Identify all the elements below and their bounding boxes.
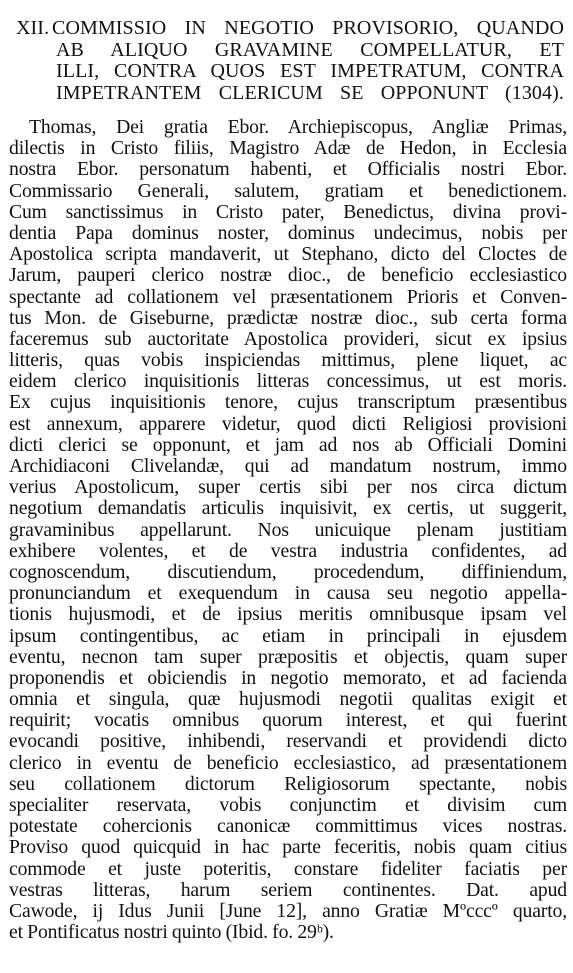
- body-line: negotium demandatis articulis inquisivit, ex certis, ut suggerit,: [9, 497, 567, 520]
- body-line: dentia Papa dominus noster, dominus undecimus, nobis per: [9, 221, 567, 244]
- body-line: Apostolica scripta mandaverit, ut Stephano, dicto del Cloctes de: [9, 243, 567, 266]
- body-line: faceremus sub auctoritate Apostolica provideri, sicut ex ipsius: [9, 327, 567, 350]
- heading-line-2: AB ALIQUO GRAVAMINE COMPELLATUR, ET: [56, 38, 564, 61]
- body-line: commode et juste poteritis, constare fideliter faciatis per: [9, 857, 567, 880]
- body-line: gravaminibus appellarunt. Nos unicuique plenam justitiam: [9, 518, 567, 541]
- body-line: nostra Ebor. personatum habenti, et Officialis nostri Ebor.: [9, 158, 567, 181]
- body-line: dilectis in Cristo filiis, Magistro Adæ de Hedon, in Ecclesia: [9, 137, 567, 160]
- body-line: spectante ad collationem vel præsentationem Prioris et Conven-: [9, 285, 567, 308]
- body-line: Proviso quod quicquid in hac parte feceritis, nobis quam citius: [9, 836, 567, 859]
- body-line: et Pontificatus nostri quinto (Ibid. fo. 29ᵇ).: [9, 921, 334, 944]
- body-line: eventu, necnon tam super præpositis et objectis, quam super: [9, 645, 567, 668]
- body-line: exhibere volentes, et de vestra industria confidentes, ad: [9, 539, 567, 562]
- body-line: eidem clerico inquisitionis litteras concessimus, ut est moris.: [9, 370, 567, 393]
- body-line: Archidiaconi Clivelandæ, qui ad mandatum nostrum, immo: [9, 455, 567, 477]
- body-line: Cum sanctissimus in Cristo pater, Benedictus, divina provi-: [9, 200, 567, 223]
- body-line: dicti clerici se opponunt, et jam ad nos ab Officiali Domini: [9, 433, 567, 456]
- body-line: Cawode, ij Idus Junii [June 12], anno Gratiæ Mºcccº quarto,: [9, 899, 567, 922]
- body-line: ipsum contingentibus, ac etiam in principali in ejusdem: [9, 624, 567, 647]
- body-paragraph: [9, 117, 567, 943]
- body-line: seu collationem dictorum Religiosorum spectante, nobis: [9, 772, 567, 795]
- body-line: pronunciandum et exequendum in causa seu negotio appella-: [9, 582, 567, 605]
- body-line: vestras litteras, harum seriem continentes. Dat. apud: [9, 878, 567, 901]
- body-line: cognoscendum, discutiendum, procedendum, diffiniendum,: [9, 560, 567, 583]
- body-line: Jarum, pauperi clerico nostræ dioc., de beneficio ecclesiastico: [9, 264, 567, 287]
- body-line: est annexum, apparere videtur, quod dicti Religiosi provisioni: [9, 412, 567, 435]
- body-line: specialiter reservata, vobis conjunctim et divisim cum: [9, 794, 567, 816]
- body-line: verius Apostolicum, super certis sibi per nos circa dictum: [9, 476, 567, 499]
- heading-line-1-text: COMMISSIO IN NEGOTIO PROVISORIO, QUANDO: [52, 17, 564, 39]
- document-heading: [16, 18, 564, 104]
- body-line: litteris, quas vobis inspiciendas mittimus, plene liquet, ac: [9, 349, 567, 372]
- body-line: evocandi positive, inhibendi, reservandi et providendi dicto: [9, 730, 567, 753]
- heading-line-1: [16, 18, 564, 40]
- heading-line-3: ILLI, CONTRA QUOS EST IMPETRATUM, CONTRA: [56, 60, 564, 82]
- body-line: requirit; vocatis omnibus quorum interest, et qui fuerint: [9, 709, 567, 732]
- body-line: Commissario Generali, salutem, gratiam et benedictionem.: [9, 179, 567, 202]
- body-line: tionis hujusmodi, et de ipsius meritis omnibusque ipsam vel: [9, 603, 567, 626]
- heading-line-4: IMPETRANTEM CLERICUM SE OPPONUNT (1304).: [56, 81, 564, 104]
- body-line: clerico in eventu de beneficio ecclesiastico, ad præsentationem: [9, 751, 567, 774]
- body-line: Thomas, Dei gratia Ebor. Archiepiscopus, Angliæ Primas,: [29, 116, 567, 138]
- section-number: XII.: [16, 17, 50, 39]
- body-line: proponendis et obiciendis in negotio memorato, et ad facienda: [9, 666, 567, 689]
- body-line: omnia et singula, quæ hujusmodi negotii qualitas exigit et: [9, 688, 567, 711]
- body-line: potestate cohercionis canonicæ committimus vices nostras.: [9, 815, 567, 838]
- body-line: tus Mon. de Giseburne, prædictæ nostræ dioc., sub certa forma: [9, 306, 567, 329]
- body-line: Ex cujus inquisitionis tenore, cujus transcriptum præsentibus: [9, 391, 567, 414]
